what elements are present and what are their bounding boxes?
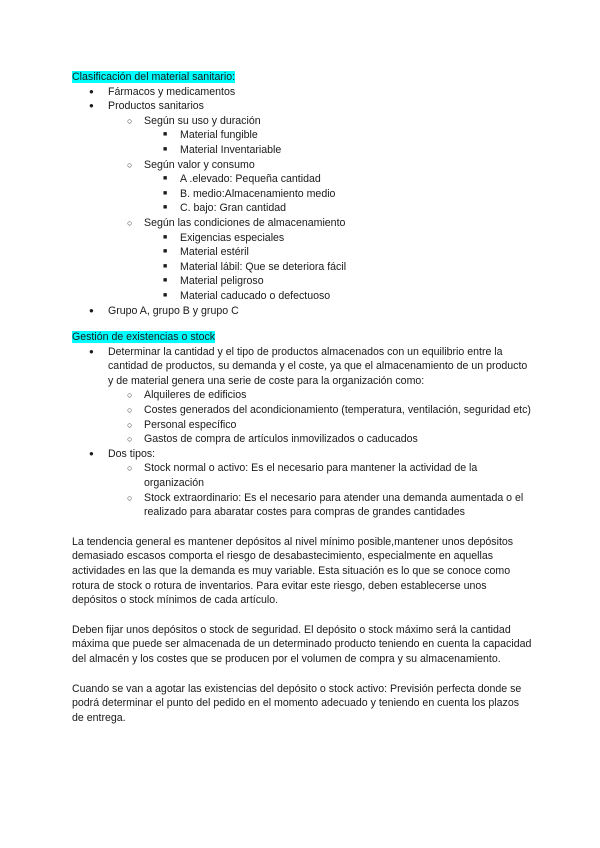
list-item: ● Productos sanitarios [72, 99, 532, 114]
list-item: ■ B. medio:Almacenamiento medio [72, 187, 532, 202]
list-item: ● Grupo A, grupo B y grupo C [72, 304, 532, 319]
list-item: ● Fármacos y medicamentos [72, 85, 532, 100]
list-item: ■ Material fungible [72, 128, 532, 143]
list-item: ■ Material caducado o defectuoso [72, 289, 532, 304]
list-item: ■ Material lábil: Que se deteriora fácil [72, 260, 532, 275]
paragraph-seguridad: Deben fijar unos depósitos o stock de seguridad. El depósito o stock máximo será la cantidad máxima que puede ser almacenada de un determinado producto teniendo en cuenta la capacidad del almacén y los costes que se producen por el volumen de compra y su almacenamiento. [72, 623, 532, 665]
section-heading-clasificacion [72, 70, 532, 85]
list-item: ■ Material peligroso [72, 274, 532, 289]
list-item: ○ Stock normal o activo: Es el necesario para mantener la actividad de la organización [72, 461, 532, 490]
list-item: ■ Exigencias especiales [72, 231, 532, 246]
highlighted-heading: Gestión de existencias o stock [72, 331, 216, 344]
list-item: ■ C. bajo: Gran cantidad [72, 201, 532, 216]
list-item: ○ Según valor y consumo [72, 158, 532, 173]
list-item: ○ Costes generados del acondicionamiento (temperatura, ventilación, seguridad etc) [72, 403, 532, 418]
list-item: ● Dos tipos: [72, 447, 532, 462]
paragraph-tendencia: La tendencia general es mantener depósitos al nivel mínimo posible,mantener unos depósitos demasiado escasos comporta el riesgo de desabastecimiento, especialmente en aquellas actividades en las que la demanda es muy variable. Esta situación es lo que se conoce como rotura de stock o rotura de inventarios. Para evitar este riesgo, deben establecerse unos depósitos o stock mínimos de cada artículo. [72, 535, 514, 607]
list-item: ○ Personal específico [72, 418, 532, 433]
list-item: ○ Según las condiciones de almacenamiento [72, 216, 532, 231]
highlighted-heading: Clasificación del material sanitario: [72, 71, 236, 83]
list-item: ■ A .elevado: Pequeña cantidad [72, 172, 532, 187]
list-item: ■ Material Inventariable [72, 143, 532, 158]
list-item: ○ Stock extraordinario: Es el necesario para atender una demanda aumentada o el realizado para abaratar costes para compras de grandes cantidades [72, 491, 532, 520]
gestion-list [72, 345, 532, 520]
list-item: ○ Gastos de compra de artículos inmovilizados o caducados [72, 432, 532, 447]
list-item: ● Determinar la cantidad y el tipo de productos almacenados con un equilibrio entre la cantidad de productos, su demanda y el coste, ya que el almacenamiento de un producto y de material genera una serie de coste para la organización como: [72, 345, 532, 389]
list-item: ○ Según su uso y duración [72, 114, 532, 129]
section-heading-gestion [72, 330, 532, 345]
document-page [72, 70, 532, 740]
paragraph-agotar: Cuando se van a agotar las existencias del depósito o stock activo: Previsión perfecta donde se podrá determinar el punto del pedido en el momento adecuado y teniendo en cuenta los plazos de entrega. [72, 682, 522, 724]
clasificacion-list [72, 85, 532, 319]
list-item: ■ Material estéril [72, 245, 532, 260]
list-item: ○ Alquileres de edificios [72, 388, 532, 403]
